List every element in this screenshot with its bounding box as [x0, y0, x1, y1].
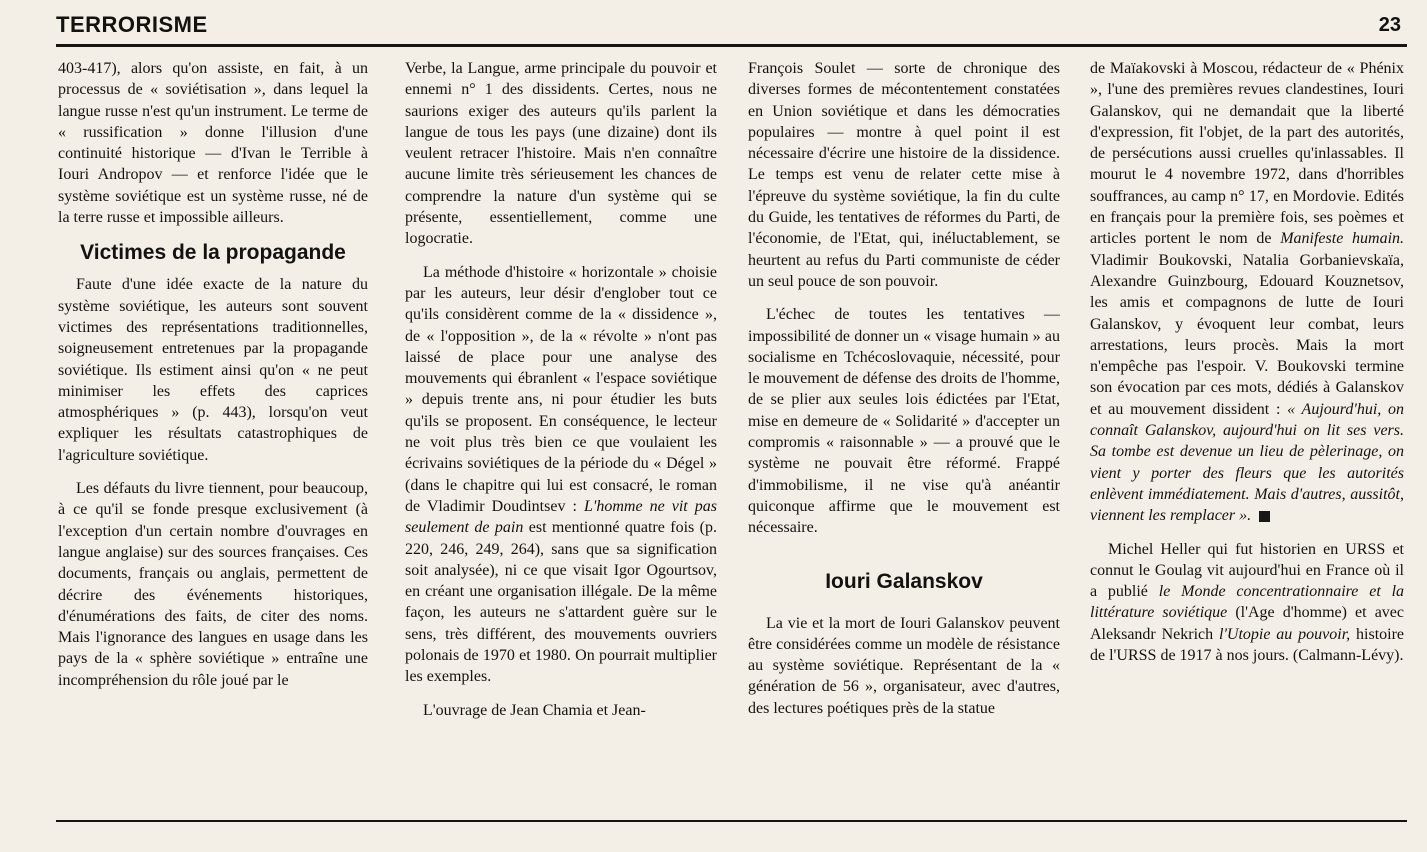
col4-paragraph-1 [1090, 58, 1404, 527]
col2-paragraph-2-part-b: est mentionné quatre fois (p. 220, 246, 249, 264), sans que sa signification soit analysée), ni ce que visait Igor Ogourtsov, en créant une organisation illégale. De la même façon, les auteurs ne s'attardent guère sur le sens, très différent, des mouvements ouvriers polonais de 1970 et 1980. On pourrait multiplier les exemples. [405, 519, 717, 686]
author-note-part-b: (l'Age d'homme) et avec Aleksandr Nekrich [1090, 604, 1404, 643]
end-of-article-mark [1259, 511, 1270, 522]
col4-paragraph-1-part-b: Vladimir Boukovski, Natalia Gorbanievskaïa, Alexandre Guinzbourg, Edouard Kouznetsov, les amis et compagnons de lutte de Iouri Galanskov, y évoquent leur combat, leurs arrestations, leurs procès. Mais la mort n'empêche pas l'espoir. V. Boukovski termine son évocation par ces mots, dédiés à Galanskov et au mouvement dissident : [1090, 251, 1404, 418]
column-1 [58, 58, 368, 810]
column-4 [1090, 58, 1404, 810]
book-title-doudintsev: L'homme ne vit pas seulement de pain [405, 497, 717, 537]
subhead-victimes: Victimes de la propagande [80, 241, 346, 265]
boukovski-quote: « Aujourd'hui, on connaît Galanskov, aujourd'hui on lit ses vers. Sa tombe est devenue un lieu de pèlerinage, on vient y porter des fleurs que les autorités enlèvent immédiatement. Mais d'autres, aussitôt, viennent les remplacer ». [1090, 400, 1404, 525]
author-note-part-a: Michel Heller qui fut historien en URSS et connut le Goulag vit aujourd'hui en France où il a publié [1090, 540, 1404, 601]
subhead-galanskov: Iouri Galanskov [825, 569, 983, 593]
book-title-manifeste: Manifeste humain. [1280, 230, 1404, 248]
book-title-utopie: l'Utopie au pouvoir, [1219, 625, 1351, 643]
section-label: TERRORISME [56, 12, 208, 37]
col3-paragraph-1: François Soulet — sorte de chronique des diverses formes de mécontentement constatées en Union soviétique et dans les démocraties populaires — montre à quel point il est nécessaire d'écrire une histoire de la dissidence. Le temps est venu de relater cette mise à l'épreuve du système soviétique, la fin du culte du Guide, les tentatives de réformes du Parti, de l'économie, de l'Etat, qui, inéluctablement, se heurtent au refus du Parti communiste de céder un seul pouce de son pouvoir. [748, 60, 1060, 290]
column-2 [405, 58, 717, 810]
col2-paragraph-2 [405, 262, 717, 688]
col4-paragraph-1-part-a: de Maïakovski à Moscou, rédacteur de « Phénix », l'une des premières revues clandestines, Iouri Galanskov, qui ne demandait que la liberté d'expression, fit l'objet, de la part des autorités, de persécutions aussi cruelles qu'inlassables. Il mourut le 4 novembre 1972, dans d'horribles souffrances, au camp n° 17, en Mordovie. Edités en français pour la première fois, ses poèmes et articles portent le nom de [1090, 60, 1404, 248]
author-note-part-c: histoire de l'URSS de 1917 à nos jours. (Calmann-Lévy). [1090, 625, 1404, 665]
page-number: 23 [1378, 14, 1401, 36]
header-rule [56, 44, 1407, 47]
col2-paragraph-2-part-a: La méthode d'histoire « horizontale » choisie par les auteurs, leur désir d'englober tout ce qu'ils considèrent comme de la « dissidence », de « l'opposition », de la « révolte » n'ont pas laissé de place pour une analyse des mouvements qui ébranlent « l'espace soviétique » depuis trente ans, ni pour étudier les buts qu'ils se proposent. En conséquence, le lecteur ne voit plus très bien ce que voulaient les écrivains soviétiques de la période du « Dégel » (dans le chapitre qui lui est consacré, le roman de Vladimir Doudintsev : [405, 263, 717, 515]
col1-paragraph-2: Faute d'une idée exacte de la nature du système soviétique, les auteurs sont souvent victimes des représentations traditionnelles, soigneusement entretenues par la propagande soviétique. Ils estiment ainsi qu'on « ne peut minimiser les effets des caprices atmosphériques » (p. 443), lorsqu'on veut expliquer les résultats catastrophiques de l'agriculture soviétique. [58, 276, 368, 464]
footer-rule [56, 820, 1407, 822]
book-title-monde: le Monde concentrationnaire et la littérature soviétique [1090, 583, 1404, 622]
col1-paragraph-3: Les défauts du livre tiennent, pour beaucoup, à ce qu'il se fonde presque exclusivement (à l'exception d'un certain nombre d'ouvrages en langue anglaise) sur des sources françaises. Ces documents, français ou anglais, permettent de décrire des événements historiques, d'énumérations des faits, de citer des noms. Mais l'ignorance des langues en usage dans les pays de la « sphère soviétique » entraîne une incompréhension du rôle joué par le [58, 480, 368, 689]
col3-paragraph-3: La vie et la mort de Iouri Galanskov peuvent être considérées comme un modèle de résistance au système soviétique. Représentant de la « génération de 56 », organisateur, avec d'autres, des lectures poétiques près de la statue [748, 614, 1060, 717]
author-note [1090, 539, 1404, 667]
column-3 [748, 58, 1060, 810]
col3-paragraph-2: L'échec de toutes les tentatives — impossibilité de donner un « visage humain » au socialisme en Tchécoslovaquie, nécessité, pour le mouvement de défense des droits de l'homme, de se plier aux seules lois édictées par l'Etat, mise en demeure de « Solidarité » d'accepter un compromis « raisonnable » — a prouvé que le système ne pouvait être réformé. Frappé d'immobilisme, il ne vise qu'à anéantir quiconque affirme que le mouvement est nécessaire. [748, 306, 1060, 537]
col1-paragraph-1: 403-417), alors qu'on assiste, en fait, à un processus de « soviétisation », dans lequel la langue russe n'est qu'un instrument. Le terme de « russification » donne l'illusion d'une continuité historique — d'Ivan le Terrible à Iouri Andropov — et renforce l'idée que le système soviétique est un système russe, né de la terre russe et impossible ailleurs. [58, 60, 368, 227]
col2-paragraph-1: Verbe, la Langue, arme principale du pouvoir et ennemi n° 1 des dissidents. Certes, nous ne saurions exiger des auteurs qu'ils parlent la langue de tous les pays (une dizaine) dont ils veulent retracer l'histoire. Mais n'en connaître aucune limite très sérieusement les chances de comprendre la nature d'un système qui se présente, essentiellement, comme une logocratie. [405, 60, 717, 248]
col2-paragraph-3: L'ouvrage de Jean Chamia et Jean- [423, 701, 646, 719]
